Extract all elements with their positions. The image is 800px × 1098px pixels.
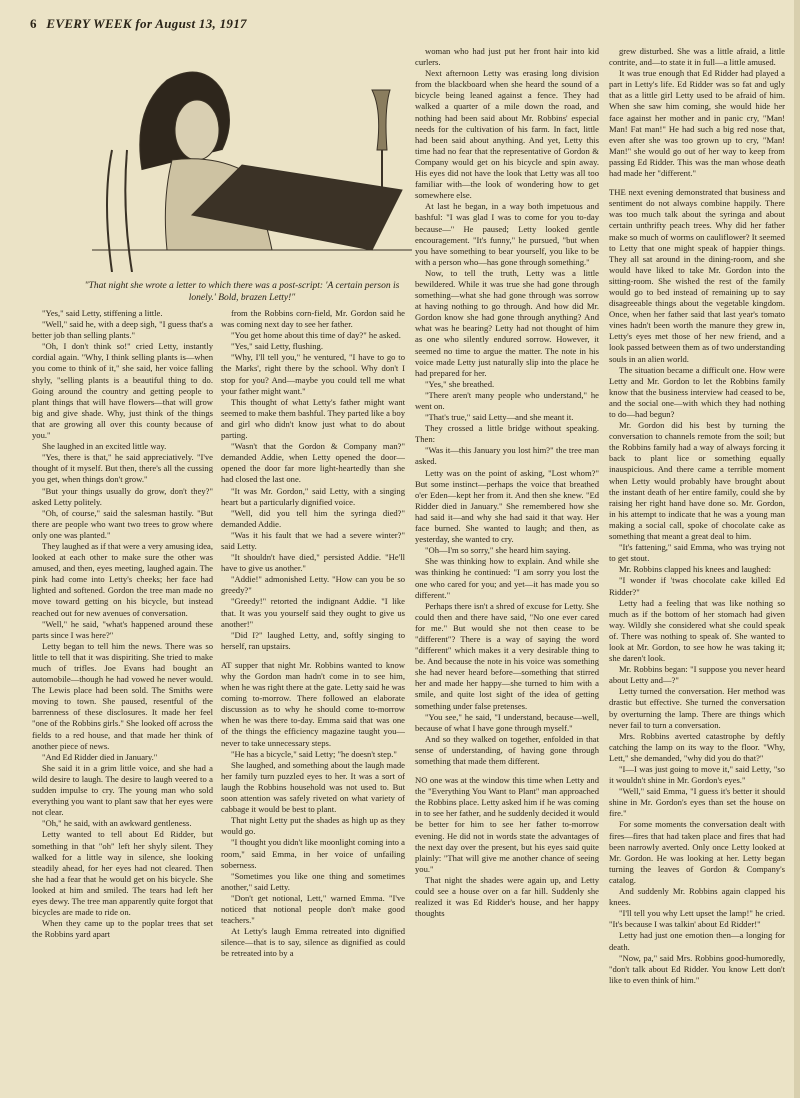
paragraph: "Greedy!" retorted the indignant Addie. "I like that. It was you yourself said they ought to give us another!" [221, 596, 405, 629]
illustration-girl-writing [72, 50, 418, 272]
paragraph: "Oh, of course," said the salesman hastily. "But there are people who want two trees to grow where only one was planted." [32, 507, 213, 540]
text-column-1 [32, 308, 213, 1078]
paragraph: AT supper that night Mr. Robbins wanted to know why the Gordon man hadn't come in to see him, when he was right there at the gate. Letty said he was coming to-morrow. There followed an elaborate discussion as to why he should come to-morrow when he was there to-day. Emma said that was one of the things the efficiency magazine taught you—never to take unnecessary steps. [221, 659, 405, 748]
paragraph: Letty had just one emotion then—a longing for death. [609, 930, 785, 952]
paragraph: "Well," said Emma, "I guess it's better it should shine in Mr. Gordon's eyes than set the house on fire." [609, 786, 785, 819]
paragraph: When they came up to the poplar trees that set the Robbins yard apart [32, 918, 213, 940]
paragraph: "You see," he said, "I understand, because—well, because of what I have gone through myself." [415, 711, 599, 733]
paragraph: "Yes," said Letty, stiffening a little. [42, 308, 163, 318]
paragraph: They crossed a little bridge without speaking. Then: [415, 423, 599, 445]
illustration-caption: "That night she wrote a letter to which there was a post-script: 'A certain person is lonely.' Bold, brazen Letty!" [84, 281, 400, 303]
paragraph: "Well," said he, with a deep sigh, "I guess that's a better job than selling plants." [32, 319, 213, 341]
paragraph: Letty began to tell him the news. There was so little to tell that it was dispiriting. She tried to make much of trifles. Joe Evans had bought an automobile—though he had vowed he never would. The Lewis place had been sold. The Smiths were moving to town. She paused, resentful of the barrenness of these disclosures. It made her feel "one of the Robbins girls." She looked off across the fields to a red house, and that made her think of another piece of news. [32, 640, 213, 751]
paragraph: "Yes," she breathed. [425, 378, 495, 389]
paragraph: "It shouldn't have died," persisted Addie. "He'll have to give us another." [221, 552, 405, 574]
page-number: 6 [30, 16, 37, 31]
paragraph: "Don't get notional, Lett," warned Emma. "I've noticed that notional people don't make good teachers." [221, 892, 405, 926]
paragraph: Mrs. Robbins averted catastrophe by deftly catching the lamp on its way to the floor. "Why, Lett," she demanded, "why did you do that?" [609, 730, 785, 763]
paragraph: "Yes, there is that," he said appreciatively. "I've thought of it myself. But then, there's all the cussing you get, when things don't grow." [32, 452, 213, 485]
paragraph: Next afternoon Letty was erasing long division from the blackboard when she heard the sound of a bicycle being leaned against a fence. They had walked a quarter of a mile down the road, and nothing had been said about Mr. Robbins' especial needs for the cultivation of his farm. In fact, little had been said about anything. And yet, Letty this time had no fear that the representative of Gordon & Company would get on his bicycle and spin away. His eyes did not have the look that Letty was all too familiar with—the look of wondering how to get somewhere else. [415, 68, 599, 201]
paragraph: "Was it—this January you lost him?" the tree man asked. [415, 445, 599, 467]
paragraph: "It was Mr. Gordon," said Letty, with a singing heart but a particularly dignified voice. [221, 485, 405, 507]
paragraph: "Why, I'll tell you," he ventured, "I have to go to the Marks', right there by the school. Why don't I stop for you? And—maybe you could tell me what your father might want." [221, 352, 405, 396]
paragraph: She laughed in an excited little way. [42, 441, 167, 452]
paragraph: At last he began, in a way both impetuous and bashful: "I was glad I was to come for you to-day because—" He paused; Letty looked gentle encouragement. "It's funny," he pursued, "but when you have something to bear yourself, you like to be with a person who—has gone through something." [415, 201, 599, 267]
paragraph: "Wasn't that the Gordon & Company man?" demanded Addie, when Letty opened the door—opened the door far more light-heartedly than she had closed the last one. [221, 441, 405, 485]
paragraph: Letty turned the conversation. Her method was drastic but effective. She turned the conversation by overturning the lamp. There are things which never fail to turn a conversation. [609, 686, 785, 730]
text-column-4 [609, 46, 785, 1078]
paragraph: "It's fattening," said Emma, who was trying not to get stout. [609, 542, 785, 564]
paragraph: And suddenly Mr. Robbins again clapped his knees. [609, 886, 785, 908]
paragraph: "Oh, I don't think so!" cried Letty, instantly cordial again. "Why, I think selling plants is—when you come to think of it," she said, her voice falling shyly, "selling plants is a beautiful thing to do. Going around the country and getting people to plant things that will have flowers—that will grow big and give shade. Why, just think of the things that are growing all over this county because of you." [32, 341, 213, 441]
paragraph: woman who had just put her front hair into kid curlers. [415, 46, 599, 68]
paragraph: She laughed, and something about the laugh made her family turn puzzled eyes to her. It was a sort of laugh the Robbins household was not used to. But soon attention was safely riveted on what variety of cabbage it would be best to plant. [221, 759, 405, 815]
paragraph: "There aren't many people who understand," he went on. [415, 389, 599, 411]
page-edge [794, 0, 800, 1098]
section-break [415, 767, 599, 775]
text-column-2 [221, 308, 405, 1078]
paragraph: For some moments the conversation dealt with fires—fires that had taken place and fires that had been narrowly averted. Only once Letty looked at Mr. Gordon. He was looking at her. Letty began turning the leaves of Gordon & Company's catalog. [609, 819, 785, 885]
paragraph: "Now, pa," said Mrs. Robbins good-humoredly, "don't talk about Ed Ridder. You know Lett don't like to even think of him." [609, 952, 785, 985]
paragraph: Letty was on the point of asking, "Lost whom?" But some instinct—perhaps the voice that breathed o'er Eden—kept her from it. And then she knew. "Ed Ridder died in January." She remembered how she had said it—and why she had said it that way. Her face burned. She wanted to laugh; and then, as yesterday, she wanted to cry. [415, 467, 599, 545]
paragraph: This thought of what Letty's father might want seemed to make them bashful. They parted like a boy and girl who didn't know just what to do about parting. [221, 396, 405, 441]
paragraph: "I thought you didn't like moonlight coming into a room," said Emma, in her voice of unfailing soberness. [221, 837, 405, 870]
paragraph: She said it in a grim little voice, and she had a wild desire to laugh. The desire to laugh veered to a sudden impulse to cry. The young man who sold everything you want to plant saw that her eyes were not clear. [32, 762, 213, 818]
section-break [609, 179, 785, 187]
paragraph: They laughed as if that were a very amusing idea, looked at each other to make sure the other was amused, and then, eyes meeting, laughed again. The pink had come into Letty's cheeks; her face had lighted and softened. Gordon the tree man made no move toward getting on his bicycle, but instead reached out for new avenues of conversation. [32, 540, 213, 618]
text-column-3 [415, 46, 599, 1078]
paragraph: The situation became a difficult one. How were Letty and Mr. Gordon to let the Robbins family know that the business interview had ceased to be, and the social one—with which they had nothing to do—had begun? [609, 364, 785, 419]
paragraph: "I'll tell you why Lett upset the lamp!" he cried. "It's because I was talkin' about Ed Ridder!" [609, 908, 785, 930]
paragraph: "Well, did you tell him the syringa died?" demanded Addie. [221, 507, 405, 529]
paragraph: "He has a bicycle," said Letty; "he doesn't step." [231, 748, 397, 759]
paragraph: And so they walked on together, enfolded in that sense of understanding, of having gone through something that made them different. [415, 733, 599, 766]
paragraph: It was true enough that Ed Ridder had played a part in Letty's life. Ed Ridder was so fat and ugly that as a little girl Letty used to be afraid of him. When she saw him coming, she would hide her face against her mother and in panic cry, "Man! Man! Fat man!" He had such a big red nose that, even after she was too grown up to cry, "Man! Man!" she would go out of her way to keep from passing Ed Ridder. This was the man whose death had made her "different." [609, 68, 785, 179]
paragraph: Perhaps there isn't a shred of excuse for Letty. She could then and there have said, "No one ever cared for me." But would she not then cease to be "different"? There is a way of saying the word "different" which makes it a very desirable thing to be. And because the note in his voice was something she had never heard before—something that stirred her and made her happy—she turned to him with a smile, and quite lost sight of the idea of getting something under false pretenses. [415, 600, 599, 711]
paragraph: "You get home about this time of day?" he asked. [231, 330, 401, 341]
paragraph: NO one was at the window this time when Letty and the "Everything You Want to Plant" man approached the Robbins place. Letty asked him if he was coming in to see her father, and he suddenly decided it would be better for him to see her father to-morrow evening. He did not in words state the advantages of the next day over the present, but his eyes said quite plainly: "That will give me another chance of seeing you." [415, 775, 599, 874]
paragraph: "I—I was just going to move it," said Letty, "so it wouldn't shine in Mr. Gordon's eyes." [609, 764, 785, 786]
paragraph: "And Ed Ridder died in January." [42, 751, 158, 762]
paragraph: "That's true," said Letty—and she meant it. [425, 412, 574, 423]
paragraph: That night Letty put the shades as high up as they would go. [221, 815, 405, 837]
paragraph: "Oh—I'm so sorry," she heard him saying. [425, 545, 571, 556]
paragraph: "I wonder if 'twas chocolate cake killed Ed Ridder?" [609, 575, 785, 597]
paragraph: grew disturbed. She was a little afraid, a little contrite, and—to state it in full—a little amused. [609, 46, 785, 68]
paragraph: That night the shades were again up, and Letty could see a house over on a far hill. Suddenly she realized it was Ed Ridder's house, and her happy thoughts [415, 874, 599, 919]
paragraph: "Was it his fault that we had a severe winter?" said Letty. [221, 529, 405, 551]
paragraph: Mr. Robbins clapped his knees and laughed: [619, 564, 772, 575]
paragraph: At Letty's laugh Emma retreated into dignified silence—that is to say, silence as dignified as could be retreated into by a [221, 926, 405, 959]
paragraph: Letty wanted to tell about Ed Ridder, but something in that "oh" left her shyly silent. They walked for a little way in silence, she looking steadily ahead, for her eyes had not cleared. Then she had a fear that he would get on his bicycle. She looked at him and smiled. The tears had left her eyes dewy. The tree man apparently quite forgot that bicycles are made to ride on. [32, 829, 213, 918]
paragraph: "Well," he said, "what's happened around these parts since I was here?" [32, 618, 213, 640]
publication-title: EVERY WEEK for August 13, 1917 [46, 16, 247, 31]
paragraph: She was thinking how to explain. And while she was thinking he continued: "I am sorry you lost the one who cared for you; and yet—it has made you so different." [415, 556, 599, 600]
paragraph: "Did I?" laughed Letty, and, softly singing to herself, ran upstairs. [221, 629, 405, 651]
page-header [30, 16, 247, 32]
paragraph: THE next evening demonstrated that business and sentiment do not always combine happily. There was too much talk about the syringa and about certain unthrifty peach trees. Why did her father make so much of worms on cauliflower? It seemed to Letty that one might speak of happier things. They all sat around in the dining-room, and she would have liked to take Mr. Gordon into the sitting-room. She wished the rest of the family would go to bed instead of remaining up to say disagreeable things about the vegetable kingdom. Once, when her father said that last year's tomato vines hadn't been worth the manure they grew in, Letty's eyes met those of her new friend, and a look passed between them as of two understanding souls in an alien world. [609, 187, 785, 364]
paragraph: "Yes," said Letty, flushing. [231, 341, 323, 352]
paragraph: "Sometimes you like one thing and sometimes another," said Letty. [221, 870, 405, 892]
paragraph: "Oh," he said, with an awkward gentleness. [42, 818, 192, 829]
paragraph: Mr. Gordon did his best by turning the conversation to channels remote from the soil; but the Robbins family had a way of always forcing it back to plant lice or something equally inauspicious. And there came a terrible moment when Letty would probably have brought about the instant death of her entire family, could she by raising her right hand have done so. Mr. Gordon, in his attempt to indicate that he was a young man making a social call, spoke of chocolate cake as something that meant a great deal to him. [609, 420, 785, 542]
section-break [221, 652, 405, 660]
paragraph: "Addie!" admonished Letty. "How can you be so greedy?" [221, 574, 405, 596]
paragraph: "But your things usually do grow, don't they?" asked Letty politely. [32, 485, 213, 507]
paragraph: Now, to tell the truth, Letty was a little bewildered. While it was true she had gone through something—what she had gone through was sorrow at having nothing to go through. And how did Mr. Gordon know she had gone through anything? And what was he bearing? Letty had not thought of him as one who silently endured sorrow. However, it seemed no time to argue the matter. The note in his voice made Letty just naturally slip into the place he had prepared for her. [415, 267, 599, 378]
paragraph: Letty had a feeling that was like nothing so much as if the bottom of her stomach had given way. Wildly she considered what she could speak of. There was nothing to speak of. She wanted to look at Mr. Gordon, to see how he was taking it; she daren't look. [609, 597, 785, 664]
paragraph: from the Robbins corn-field, Mr. Gordon said he was coming next day to see her father. [221, 308, 405, 330]
paragraph: Mr. Robbins began: "I suppose you never heard about Letty and—?" [609, 664, 785, 686]
